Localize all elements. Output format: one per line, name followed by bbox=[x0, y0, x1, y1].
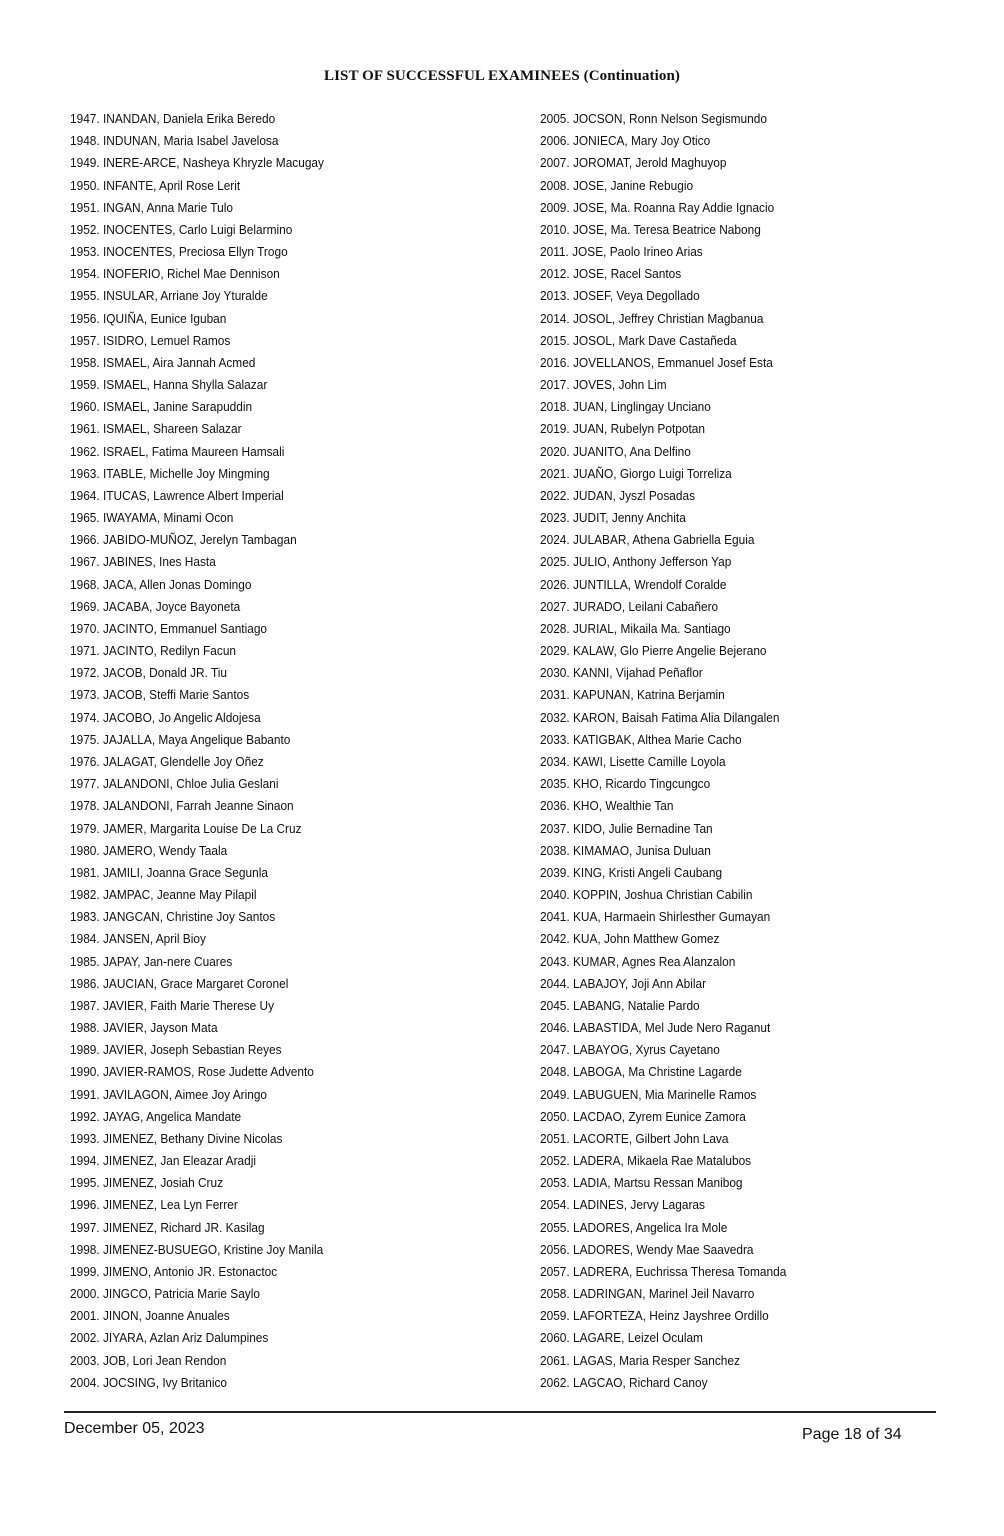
examinee-entry: 2037. KIDO, Julie Bernadine Tan bbox=[540, 820, 713, 836]
examinee-entry: 2028. JURIAL, Mikaila Ma. Santiago bbox=[540, 620, 731, 636]
examinee-entry: 1993. JIMENEZ, Bethany Divine Nicolas bbox=[70, 1130, 283, 1146]
examinee-entry: 2014. JOSOL, Jeffrey Christian Magbanua bbox=[540, 310, 764, 326]
examinee-entry: 1963. ITABLE, Michelle Joy Mingming bbox=[70, 465, 270, 481]
examinee-entry: 2050. LACDAO, Zyrem Eunice Zamora bbox=[540, 1108, 746, 1124]
examinee-entry: 2000. JINGCO, Patricia Marie Saylo bbox=[70, 1286, 260, 1302]
examinee-entry: 1977. JALANDONI, Chloe Julia Geslani bbox=[70, 776, 279, 792]
examinee-entry: 1989. JAVIER, Joseph Sebastian Reyes bbox=[70, 1042, 282, 1058]
examinee-entry: 1970. JACINTO, Emmanuel Santiago bbox=[70, 620, 268, 636]
examinee-entry: 1958. ISMAEL, Aira Jannah Acmed bbox=[70, 354, 256, 370]
examinee-entry: 2006. JONIECA, Mary Joy Otico bbox=[540, 133, 711, 149]
examinee-entry: 2001. JINON, Joanne Anuales bbox=[70, 1308, 230, 1324]
examinee-entry: 2016. JOVELLANOS, Emmanuel Josef Esta bbox=[540, 354, 773, 370]
examinee-entry: 1947. INANDAN, Daniela Erika Beredo bbox=[70, 111, 276, 126]
examinee-entry: 1980. JAMERO, Wendy Taala bbox=[70, 842, 228, 858]
examinee-entry: 2025. JULIO, Anthony Jefferson Yap bbox=[540, 554, 732, 570]
examinee-entry: 2035. KHO, Ricardo Tingcungco bbox=[540, 776, 711, 792]
examinee-entry: 1974. JACOBO, Jo Angelic Aldojesa bbox=[70, 709, 261, 725]
examinee-entry: 1960. ISMAEL, Janine Sarapuddin bbox=[70, 399, 253, 415]
examinee-entry: 1998. JIMENEZ-BUSUEGO, Kristine Joy Manila bbox=[70, 1241, 324, 1257]
examinee-entry: 2036. KHO, Wealthie Tan bbox=[540, 798, 674, 814]
examinee-entry: 2027. JURADO, Leilani Cabañero bbox=[540, 598, 719, 614]
examinee-entry: 2020. JUANITO, Ana Delfino bbox=[540, 443, 691, 459]
examinee-entry: 2008. JOSE, Janine Rebugio bbox=[540, 177, 694, 193]
examinee-entry: 1955. INSULAR, Arriane Joy Yturalde bbox=[70, 288, 268, 304]
examinee-entry: 2026. JUNTILLA, Wrendolf Coralde bbox=[540, 576, 727, 592]
examinee-entry: 2011. JOSE, Paolo Irineo Arias bbox=[540, 244, 703, 260]
examinee-entry: 1949. INERE-ARCE, Nasheya Khryzle Macugay bbox=[70, 155, 324, 171]
examinee-entry: 1972. JACOB, Donald JR. Tiu bbox=[70, 665, 228, 681]
examinee-entry: 1961. ISMAEL, Shareen Salazar bbox=[70, 421, 242, 437]
examinee-entry: 1988. JAVIER, Jayson Mata bbox=[70, 1020, 218, 1036]
examinee-entry: 1983. JANGCAN, Christine Joy Santos bbox=[70, 909, 276, 925]
examinee-entry: 2022. JUDAN, Jyszl Posadas bbox=[540, 487, 696, 503]
examinee-entry: 1950. INFANTE, April Rose Lerit bbox=[70, 177, 241, 193]
examinee-entry: 2005. JOCSON, Ronn Nelson Segismundo bbox=[540, 111, 767, 126]
examinee-entry: 1981. JAMILI, Joanna Grace Segunla bbox=[70, 864, 268, 880]
examinee-entry: 2056. LADORES, Wendy Mae Saavedra bbox=[540, 1241, 754, 1257]
examinee-entry: 1991. JAVILAGON, Aimee Joy Aringo bbox=[70, 1086, 268, 1102]
examinee-entry: 1973. JACOB, Steffi Marie Santos bbox=[70, 687, 250, 703]
examinee-entry: 2038. KIMAMAO, Junisa Duluan bbox=[540, 842, 711, 858]
examinee-entry: 1982. JAMPAC, Jeanne May Pilapil bbox=[70, 887, 257, 903]
examinee-entry: 2024. JULABAR, Athena Gabriella Eguia bbox=[540, 532, 755, 548]
footer-divider bbox=[64, 1411, 936, 1413]
examinee-entry: 1966. JABIDO-MUÑOZ, Jerelyn Tambagan bbox=[70, 532, 297, 548]
examinee-entry: 2033. KATIGBAK, Althea Marie Cacho bbox=[540, 731, 742, 747]
examinee-list-right bbox=[540, 108, 814, 1394]
examinee-entry: 2043. KUMAR, Agnes Rea Alanzalon bbox=[540, 953, 736, 969]
examinee-entry: 1951. INGAN, Anna Marie Tulo bbox=[70, 199, 233, 215]
examinee-entry: 1975. JAJALLA, Maya Angelique Babanto bbox=[70, 731, 291, 747]
examinee-entry: 1957. ISIDRO, Lemuel Ramos bbox=[70, 332, 231, 348]
examinee-entry: 2003. JOB, Lori Jean Rendon bbox=[70, 1352, 227, 1368]
examinee-entry: 2058. LADRINGAN, Marinel Jeil Navarro bbox=[540, 1286, 755, 1302]
page-title: LIST OF SUCCESSFUL EXAMINEES (Continuation) bbox=[323, 68, 681, 84]
examinee-entry: 2055. LADORES, Angelica Ira Mole bbox=[540, 1219, 728, 1235]
examinee-entry: 2017. JOVES, John Lim bbox=[540, 377, 667, 393]
examinee-entry: 2009. JOSE, Ma. Roanna Ray Addie Ignacio bbox=[540, 199, 775, 215]
examinee-entry: 2060. LAGARE, Leizel Oculam bbox=[540, 1330, 703, 1346]
examinee-entry: 2047. LABAYOG, Xyrus Cayetano bbox=[540, 1042, 720, 1058]
examinee-entry: 1969. JACABA, Joyce Bayoneta bbox=[70, 598, 241, 614]
examinee-entry: 2061. LAGAS, Maria Resper Sanchez bbox=[540, 1352, 740, 1368]
examinee-entry: 2010. JOSE, Ma. Teresa Beatrice Nabong bbox=[540, 221, 761, 237]
examinee-entry: 2018. JUAN, Linglingay Unciano bbox=[540, 399, 711, 415]
footer-page-number: Page 18 of 34 bbox=[802, 1426, 902, 1443]
examinee-entry: 2041. KUA, Harmaein Shirlesther Gumayan bbox=[540, 909, 771, 925]
examinee-entry: 2057. LADRERA, Euchrissa Theresa Tomanda bbox=[540, 1263, 787, 1279]
examinee-entry: 1997. JIMENEZ, Richard JR. Kasilag bbox=[70, 1219, 265, 1235]
examinee-entry: 1994. JIMENEZ, Jan Eleazar Aradji bbox=[70, 1153, 257, 1169]
examinee-entry: 1986. JAUCIAN, Grace Margaret Coronel bbox=[70, 975, 289, 991]
examinee-entry: 2044. LABAJOY, Joji Ann Abilar bbox=[540, 975, 707, 991]
examinee-entry: 1967. JABINES, Ines Hasta bbox=[70, 554, 216, 570]
examinee-entry: 2002. JIYARA, Azlan Ariz Dalumpines bbox=[70, 1330, 269, 1346]
examinee-entry: 1956. IQUIÑA, Eunice Iguban bbox=[70, 310, 227, 326]
examinee-entry: 2059. LAFORTEZA, Heinz Jayshree Ordillo bbox=[540, 1308, 769, 1324]
examinee-entry: 1999. JIMENO, Antonio JR. Estonactoc bbox=[70, 1263, 278, 1279]
examinee-entry: 2019. JUAN, Rubelyn Potpotan bbox=[540, 421, 705, 437]
examinee-entry: 1987. JAVIER, Faith Marie Therese Uy bbox=[70, 997, 275, 1013]
examinee-entry: 2034. KAWI, Lisette Camille Loyola bbox=[540, 753, 726, 769]
examinee-entry: 1985. JAPAY, Jan-nere Cuares bbox=[70, 953, 233, 969]
examinee-entry: 1952. INOCENTES, Carlo Luigi Belarmino bbox=[70, 221, 293, 237]
examinee-entry: 1979. JAMER, Margarita Louise De La Cruz bbox=[70, 820, 302, 836]
examinee-entry: 2042. KUA, John Matthew Gomez bbox=[540, 931, 720, 947]
examinee-entry: 2062. LAGCAO, Richard Canoy bbox=[540, 1374, 708, 1390]
examinee-entry: 1992. JAYAG, Angelica Mandate bbox=[70, 1108, 242, 1124]
examinee-entry: 2052. LADERA, Mikaela Rae Matalubos bbox=[540, 1153, 752, 1169]
examinee-entry: 2045. LABANG, Natalie Pardo bbox=[540, 997, 700, 1013]
examinee-entry: 2031. KAPUNAN, Katrina Berjamin bbox=[540, 687, 725, 703]
examinee-entry: 2049. LABUGUEN, Mia Marinelle Ramos bbox=[540, 1086, 757, 1102]
examinee-entry: 2012. JOSE, Racel Santos bbox=[540, 266, 682, 282]
examinee-entry: 2032. KARON, Baisah Fatima Alia Dilangalen bbox=[540, 709, 780, 725]
examinee-entry: 2023. JUDIT, Jenny Anchita bbox=[540, 510, 686, 526]
examinee-entry: 2039. KING, Kristi Angeli Caubang bbox=[540, 864, 723, 880]
examinee-entry: 1964. ITUCAS, Lawrence Albert Imperial bbox=[70, 487, 284, 503]
examinee-entry: 2021. JUAÑO, Giorgo Luigi Torreliza bbox=[540, 465, 732, 481]
examinee-entry: 1996. JIMENEZ, Lea Lyn Ferrer bbox=[70, 1197, 238, 1213]
examinee-entry: 1948. INDUNAN, Maria Isabel Javelosa bbox=[70, 133, 279, 149]
examinee-list-left bbox=[70, 108, 352, 1394]
examinee-entry: 1976. JALAGAT, Glendelle Joy Oñez bbox=[70, 753, 264, 769]
examinee-entry: 1995. JIMENEZ, Josiah Cruz bbox=[70, 1175, 224, 1191]
examinee-entry: 1965. IWAYAMA, Minami Ocon bbox=[70, 510, 234, 526]
examinee-entry: 1954. INOFERIO, Richel Mae Dennison bbox=[70, 266, 280, 282]
examinee-entry: 1959. ISMAEL, Hanna Shylla Salazar bbox=[70, 377, 268, 393]
examinee-entry: 1984. JANSEN, April Bioy bbox=[70, 931, 206, 947]
examinee-entry: 2046. LABASTIDA, Mel Jude Nero Raganut bbox=[540, 1020, 771, 1036]
examinee-entry: 2030. KANNI, Vijahad Peñaflor bbox=[540, 665, 703, 681]
examinee-entry: 2007. JOROMAT, Jerold Maghuyop bbox=[540, 155, 727, 171]
examinee-entry: 2053. LADIA, Martsu Ressan Manibog bbox=[540, 1175, 743, 1191]
examinee-entry: 2015. JOSOL, Mark Dave Castañeda bbox=[540, 332, 737, 348]
examinee-entry: 1953. INOCENTES, Preciosa Ellyn Trogo bbox=[70, 244, 288, 260]
examinee-entry: 2029. KALAW, Glo Pierre Angelie Bejerano bbox=[540, 643, 767, 659]
examinee-entry: 1971. JACINTO, Redilyn Facun bbox=[70, 643, 237, 659]
examinee-entry: 2040. KOPPIN, Joshua Christian Cabilin bbox=[540, 887, 753, 903]
examinee-entry: 2004. JOCSING, Ivy Britanico bbox=[70, 1374, 227, 1390]
examinee-entry: 1968. JACA, Allen Jonas Domingo bbox=[70, 576, 252, 592]
examinee-entry: 2048. LABOGA, Ma Christine Lagarde bbox=[540, 1064, 742, 1080]
examinee-entry: 1990. JAVIER-RAMOS, Rose Judette Advento bbox=[70, 1064, 314, 1080]
examinee-entry: 1978. JALANDONI, Farrah Jeanne Sinaon bbox=[70, 798, 294, 814]
examinee-entry: 2054. LADINES, Jervy Lagaras bbox=[540, 1197, 705, 1213]
examinee-entry: 2051. LACORTE, Gilbert John Lava bbox=[540, 1130, 729, 1146]
examinee-entry: 2013. JOSEF, Veya Degollado bbox=[540, 288, 700, 304]
footer-date: December 05, 2023 bbox=[64, 1420, 205, 1437]
examinee-entry: 1962. ISRAEL, Fatima Maureen Hamsali bbox=[70, 443, 285, 459]
